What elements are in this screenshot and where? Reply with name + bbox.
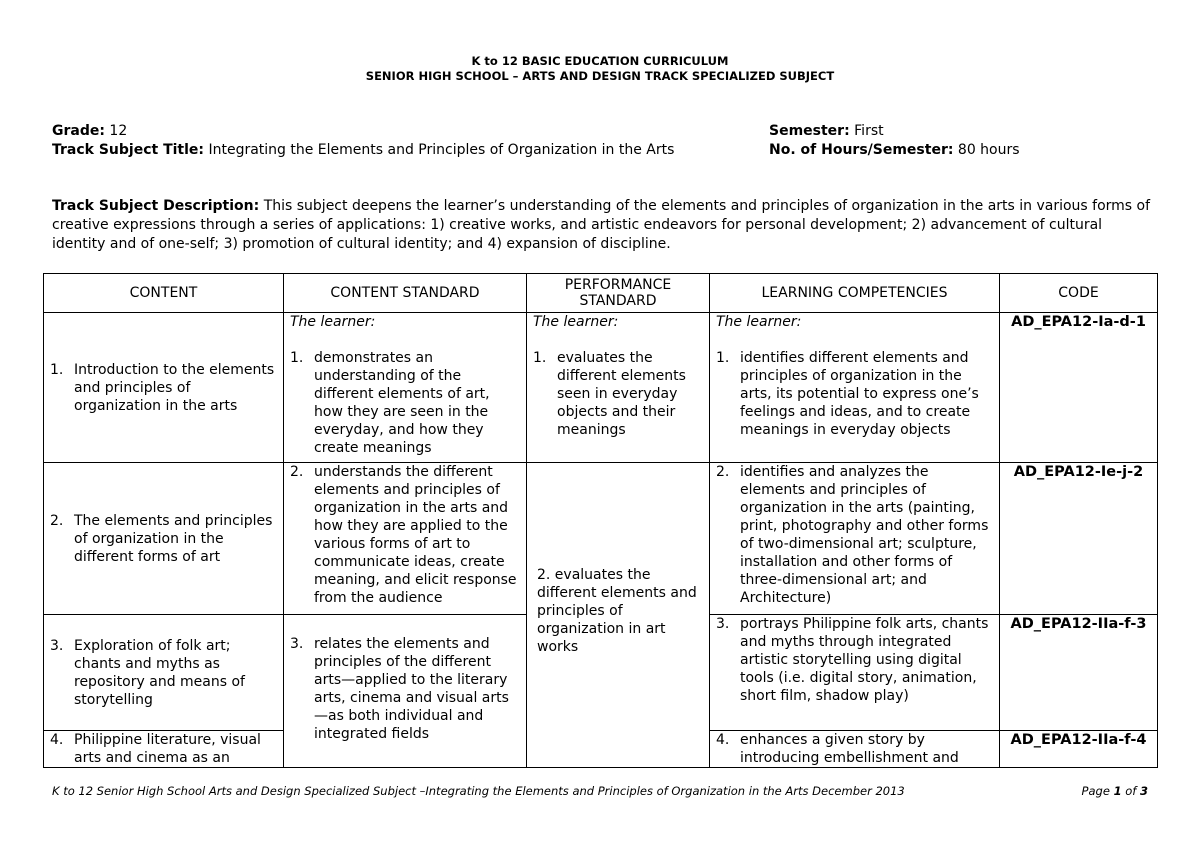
standard-item: 2. understands the different elements and principles of organization in the arts and how they are applied to the various forms of art to communicate ideas, create meaning, and elicit response from the audience bbox=[290, 464, 517, 606]
header-learning-competencies: LEARNING COMPETENCIES bbox=[710, 274, 1000, 313]
table-header-row bbox=[44, 274, 1158, 313]
code-cell: AD_EPA12-Ia-d-1 bbox=[1000, 313, 1158, 463]
curriculum-title: K to 12 BASIC EDUCATION CURRICULUM bbox=[471, 54, 729, 68]
grade-value: 12 bbox=[109, 123, 128, 139]
subject-description bbox=[52, 197, 1152, 254]
subject-title-label: Track Subject Title: bbox=[52, 142, 205, 158]
competency-cell bbox=[710, 615, 1000, 731]
description-text: This subject deepens the learner’s understanding of the elements and principles of organization in the arts in various forms of creative expressions through a series of applications: 1) creative works, and artistic endeavors for personal development; 2) advancement of cultural identity and of one-self; 3) promotion of cultural identity; and 4) expansion of discipline. bbox=[52, 198, 1151, 252]
content-item: 2. The elements and principles of organization in the different forms of art bbox=[50, 512, 273, 565]
competency-item: 3. portrays Philippine folk arts, chants and myths through integrated artistic storytelling using digital tools (i.e. digital story, animation, short film, shadow play) bbox=[716, 616, 989, 704]
competency-item: 2. identifies and analyzes the elements and principles of organization in the arts (painting, print, photography and other forms of two-dimensional art; sculpture, installation and other forms of three-dimensional art; and Architecture) bbox=[716, 464, 989, 606]
content-cell bbox=[44, 731, 284, 768]
competency-cell bbox=[710, 731, 1000, 768]
page-total: 3 bbox=[1139, 784, 1148, 798]
page-number: Page 1 of 3 bbox=[1081, 784, 1148, 798]
code-cell: AD_EPA12-IIa-f-3 bbox=[1000, 615, 1158, 731]
competency-cell bbox=[710, 313, 1000, 463]
hours-line bbox=[769, 141, 1020, 159]
content-cell bbox=[44, 313, 284, 463]
content-standard-cell bbox=[284, 313, 527, 463]
table-row bbox=[44, 313, 1158, 463]
hours-label: No. of Hours/Semester: bbox=[769, 142, 954, 158]
performance-standard-cell bbox=[527, 313, 710, 463]
content-item: 4. Philippine literature, visual arts and cinema as an bbox=[50, 732, 261, 766]
performance-standard-cell bbox=[527, 463, 710, 768]
semester-line bbox=[769, 122, 884, 140]
page-current: 1 bbox=[1113, 784, 1122, 798]
content-item: 1. Introduction to the elements and principles of organization in the arts bbox=[50, 361, 275, 414]
grade-label: Grade: bbox=[52, 123, 105, 139]
grade-line bbox=[52, 122, 127, 140]
footer-document-title: K to 12 Senior High School Arts and Design Specialized Subject –Integrating the Elements and Principles of Organization in the Arts December 2013 bbox=[52, 784, 905, 798]
content-cell bbox=[44, 615, 284, 731]
curriculum-table bbox=[43, 273, 1158, 768]
standard-item: 1. demonstrates an understanding of the different elements of art, how they are seen in the everyday, and how they create meanings bbox=[290, 350, 490, 456]
table-row bbox=[44, 463, 1158, 615]
performance-item: 2. evaluates the different elements and principles of organization in art works bbox=[537, 567, 697, 655]
learner-label: The learner: bbox=[533, 314, 619, 330]
header-code: CODE bbox=[1000, 274, 1158, 313]
competency-item: 1. identifies different elements and principles of organization in the arts, its potential to express one’s feelings and ideas, and to create meanings in everyday objects bbox=[716, 350, 979, 438]
semester-value: First bbox=[854, 123, 884, 139]
learner-label: The learner: bbox=[716, 314, 802, 330]
header-content: CONTENT bbox=[44, 274, 284, 313]
content-cell bbox=[44, 463, 284, 615]
code-cell: AD_EPA12-IIa-f-4 bbox=[1000, 731, 1158, 768]
content-standard-cell bbox=[284, 615, 527, 768]
subject-title-value: Integrating the Elements and Principles of Organization in the Arts bbox=[208, 142, 675, 158]
standard-item: 3. relates the elements and principles of the different arts—applied to the literary arts, cinema and visual arts—as both individual and integrated fields bbox=[290, 636, 509, 742]
learner-label: The learner: bbox=[290, 314, 376, 330]
performance-item: 1. evaluates the different elements seen in everyday objects and their meanings bbox=[533, 350, 686, 438]
track-title: SENIOR HIGH SCHOOL – ARTS AND DESIGN TRACK SPECIALIZED SUBJECT bbox=[365, 69, 835, 83]
semester-label: Semester: bbox=[769, 123, 850, 139]
content-standard-cell bbox=[284, 463, 527, 615]
content-item: 3. Exploration of folk art; chants and myths as repository and means of storytelling bbox=[50, 637, 245, 708]
competency-item: 4. enhances a given story by introducing embellishment and bbox=[716, 732, 959, 766]
description-label: Track Subject Description: bbox=[52, 198, 260, 214]
header-performance-standard: PERFORMANCE STANDARD bbox=[527, 274, 710, 313]
competency-cell bbox=[710, 463, 1000, 615]
hours-value: 80 hours bbox=[957, 142, 1020, 158]
subject-title-line bbox=[52, 141, 674, 159]
header-content-standard: CONTENT STANDARD bbox=[284, 274, 527, 313]
code-cell: AD_EPA12-Ie-j-2 bbox=[1000, 463, 1158, 615]
